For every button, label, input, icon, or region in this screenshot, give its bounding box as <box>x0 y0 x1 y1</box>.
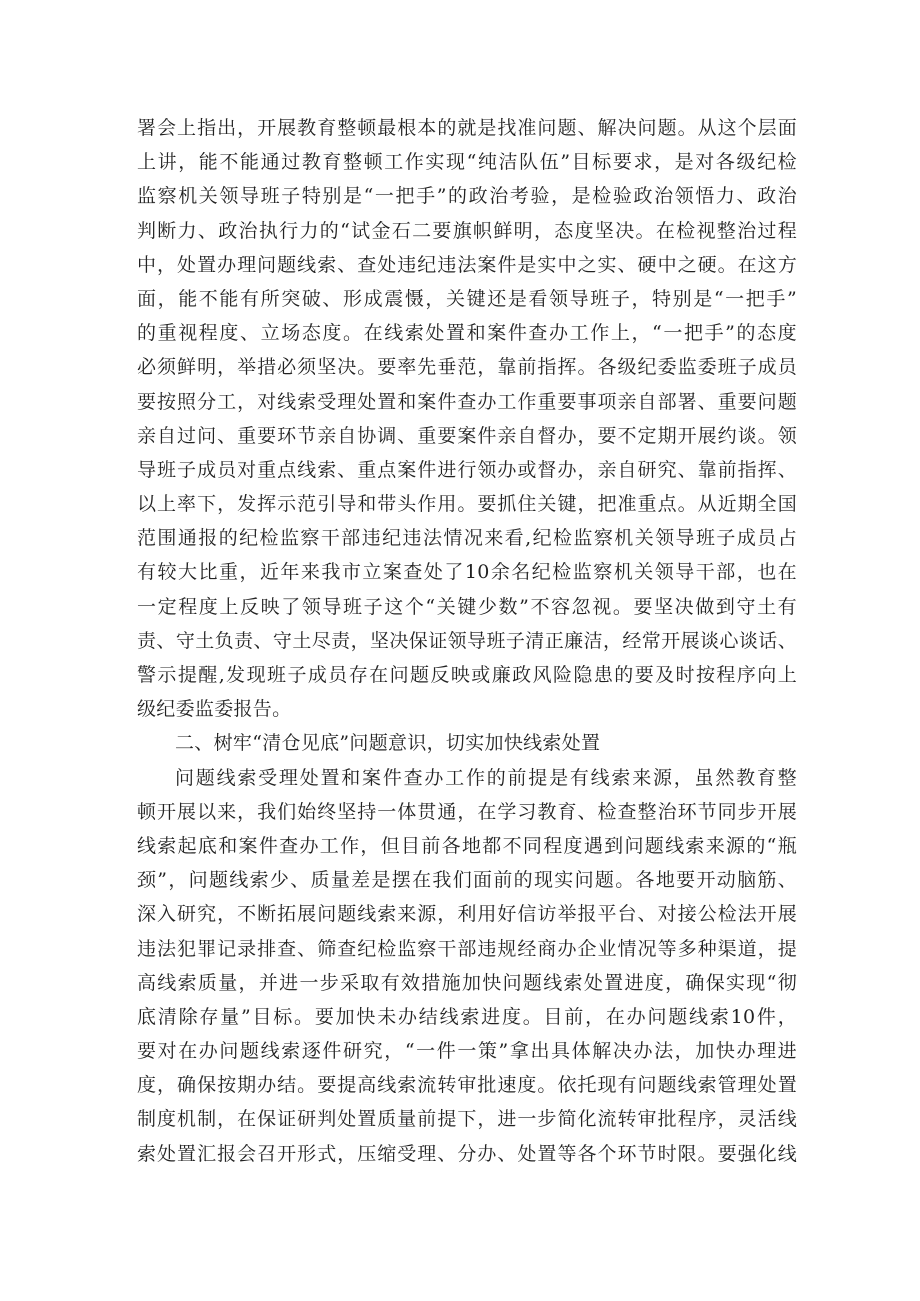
text-line: 以上率下，发挥示范引导和带头作用。要抓住关键，把准重点。从近期全国 <box>137 493 797 516</box>
text-line: 署会上指出，开展教育整顿最根本的就是找准问题、解决问题。从这个层面 <box>137 117 797 139</box>
text-line: 制度机制，在保证研判处置质量前提下，进一步简化流转审批程序，灵活线 <box>137 1108 797 1131</box>
text-line: 二、树牢“清仓见底”问题意识，切实加快线索处置 <box>175 732 601 755</box>
text-line: 警示提醒,发现班子成员存在问题反映或廉政风险隐患的要及时按程序向上 <box>137 664 797 686</box>
text-line: 问题线索受理处置和案件查办工作的前提是有线索来源，虽然教育整 <box>175 766 797 789</box>
text-line: 责、守土负责、守土尽责，坚决保证领导班子清正廉洁，经常开展谈心谈话、 <box>137 629 797 652</box>
paragraph <box>137 111 797 726</box>
text-line: 要对在办问题线索逐件研究，“一件一策”拿出具体解决办法，加快办理进 <box>137 1040 797 1063</box>
text-line: 导班子成员对重点线索、重点案件进行领办或督办，亲自研究、靠前指挥、 <box>137 458 797 481</box>
text-line: 判断力、政治执行力的“试金石二要旗帜鲜明，态度坚决。在检视整治过程 <box>137 219 797 242</box>
text-line: 的重视程度、立场态度。在线索处置和案件查办工作上，“一把手”的态度 <box>137 322 797 345</box>
text-line: 颈”，问题线索少、质量差是摆在我们面前的现实问题。各地要开动脑筋、 <box>137 869 797 892</box>
text-line: 中，处置办理问题线索、查处违纪违法案件是实中之实、硬中之硬。在这方 <box>137 253 797 276</box>
text-line: 监察机关领导班子特别是“一把手”的政治考验，是检验政治领悟力、政治 <box>137 185 797 208</box>
text-line: 级纪委监委报告。 <box>137 698 292 721</box>
text-line: 顿开展以来，我们始终坚持一体贯通，在学习教育、检查整治环节同步开展 <box>137 800 797 823</box>
text-line: 面，能不能有所突破、形成震慑，关键还是看领导班子，特别是“一把手” <box>137 287 797 310</box>
paragraph <box>137 761 797 1171</box>
section-heading <box>137 726 797 760</box>
text-line: 线索起底和案件查办工作，但目前各地都不同程度遇到问题线索来源的“瓶 <box>137 834 797 857</box>
text-line: 上讲，能不能通过教育整顿工作实现“纯洁队伍”目标要求，是对各级纪检 <box>137 151 797 174</box>
text-line: 违法犯罪记录排查、筛查纪检监察干部违规经商办企业情况等多种渠道，提 <box>137 937 797 960</box>
text-line: 高线索质量，并进一步采取有效措施加快问题线索处置进度，确保实现“彻 <box>137 971 797 994</box>
text-line: 度，确保按期办结。要提高线索流转审批速度。依托现有问题线索管理处置 <box>137 1074 797 1097</box>
text-line: 深入研究，不断拓展问题线索来源，利用好信访举报平台、对接公检法开展 <box>137 903 797 926</box>
text-line: 要按照分工，对线索受理处置和案件查办工作重要事项亲自部署、重要问题 <box>137 390 797 413</box>
text-line: 索处置汇报会召开形式，压缩受理、分办、处置等各个环节时限。要强化线 <box>137 1142 797 1165</box>
text-line: 范围通报的纪检监察干部违纪违法情况来看,纪检监察机关领导班子成员占 <box>137 527 797 550</box>
text-line: 底清除存量”目标。要加快未办结线索进度。目前，在办问题线索10件， <box>137 1005 797 1028</box>
text-line: 必须鲜明，举措必须坚决。要率先垂范，靠前指挥。各级纪委监委班子成员 <box>137 356 797 379</box>
text-line: 一定程度上反映了领导班子这个“关键少数”不容忽视。要坚决做到守土有 <box>137 595 797 618</box>
body-text <box>137 111 797 1171</box>
text-line: 有较大比重，近年来我市立案查处了10余名纪检监察机关领导干部，也在 <box>137 561 797 584</box>
text-line: 亲自过问、重要环节亲自协调、重要案件亲自督办，要不定期开展约谈。领 <box>137 424 797 447</box>
